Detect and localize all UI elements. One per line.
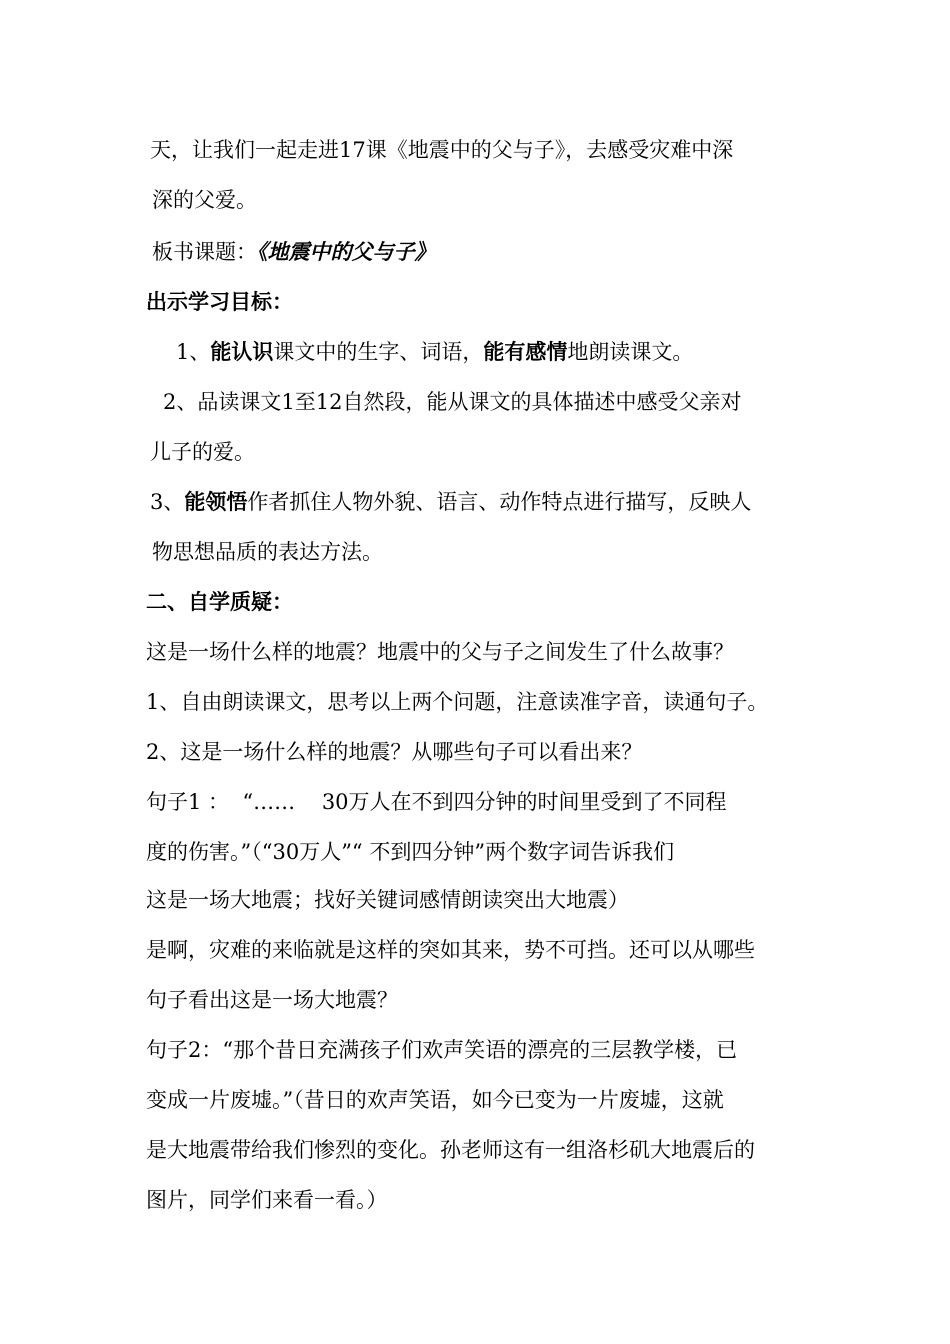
goal-3-number: 3、 <box>150 490 185 514</box>
step-1: 1、自由朗读课文，思考以上两个问题，注意读准字音，读通句子。 <box>146 690 769 714</box>
sentence-1-line-1: 句子1 ： “…… 30万人在不到四分钟的时间里受到了不同程 <box>146 790 727 814</box>
goal-1-text-2: 地朗读课文。 <box>567 340 694 364</box>
goal-1-number: 1、 <box>176 340 211 364</box>
transition-line-2: 句子看出这是一场大地震？ <box>146 988 398 1012</box>
sentence-2-line-4: 图片，同学们来看一看。） <box>146 1188 388 1212</box>
sentence-2-line-2: 变成一片废墟。”（昔日的欢声笑语，如今已变为一片废墟，这就 <box>146 1088 724 1112</box>
goal-1-text-1: 课文中的生字、词语， <box>273 340 484 364</box>
goal-2-line-2: 儿子的爱。 <box>150 440 255 464</box>
sentence-2-line-3: 是大地震带给我们惨烈的变化。孙老师这有一组洛杉矶大地震后的 <box>146 1138 755 1162</box>
sentence-1-line-3: 这是一场大地震；找好关键词感情朗读突出大地震） <box>146 888 629 912</box>
goal-1-bold-1: 能认识 <box>210 340 274 364</box>
goal-3-text: 作者抓住人物外貌、语言、动作特点进行描写，反映人 <box>247 490 752 514</box>
intro-line-1: 天，让我们一起走进17课《地震中的父与子》，去感受灾难中深 <box>150 138 734 162</box>
transition-line-1: 是啊，灾难的来临就是这样的突如其来，势不可挡。还可以从哪些 <box>146 938 755 962</box>
goal-3-line-2: 物思想品质的表达方法。 <box>152 540 383 564</box>
goal-3-bold: 能领悟 <box>184 490 248 514</box>
goal-1 <box>176 340 693 365</box>
section-2-heading: 二、自学质疑： <box>146 590 293 614</box>
sentence-2-line-1: 句子2：“那个昔日充满孩子们欢声笑语的漂亮的三层教学楼，已 <box>146 1038 738 1062</box>
board-title-line <box>152 240 436 265</box>
goals-heading: 出示学习目标： <box>146 290 293 314</box>
goal-2-line-1: 2、品读课文1至12自然段，能从课文的具体描述中感受父亲对 <box>163 390 742 414</box>
guiding-question: 这是一场什么样的地震？地震中的父与子之间发生了什么故事？ <box>146 640 734 664</box>
step-2: 2、这是一场什么样的地震？从哪些句子可以看出来？ <box>146 740 643 764</box>
goal-3-line-1 <box>150 490 751 515</box>
board-title-label: 板书课题： <box>152 240 257 264</box>
intro-line-2: 深的父爱。 <box>152 188 257 212</box>
sentence-1-line-2: 度的伤害。”（“30万人”“ 不到四分钟”两个数字词告诉我们 <box>146 840 675 864</box>
goal-1-bold-2: 能有感情 <box>483 340 568 364</box>
board-title: 《地震中的父与子》 <box>257 240 436 264</box>
